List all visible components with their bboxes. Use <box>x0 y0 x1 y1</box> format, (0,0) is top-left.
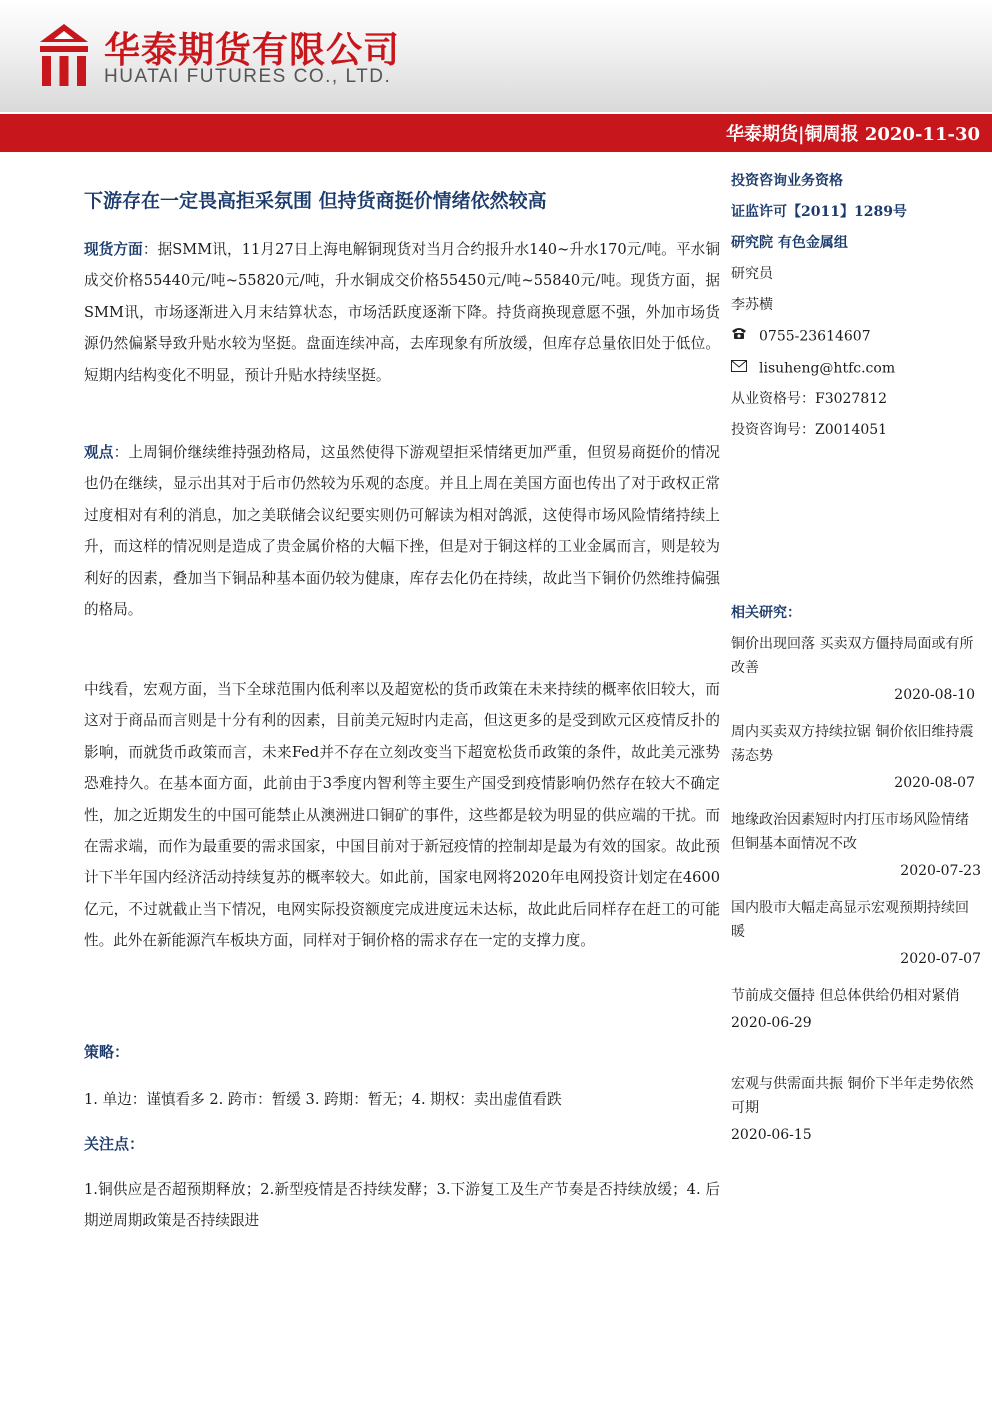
view-section <box>84 437 720 625</box>
related-title[interactable]: 地缘政治因素短时内打压市场风险情绪 但铜基本面情况不改 <box>731 812 969 852</box>
view-paragraph <box>84 437 720 625</box>
focus-heading-text: 关注点： <box>84 1135 145 1153</box>
sidebar <box>731 166 981 446</box>
related-title[interactable]: 周内买卖双方持续拉锯 铜价依旧维持震荡态势 <box>731 724 974 764</box>
related-date: 2020-06-29 <box>731 1015 812 1031</box>
midterm-paragraph: 中线看，宏观方面，当下全球范围内低利率以及超宽松的货币政策在未来持续的概率依旧较大，而这对于商品而言则是十分有利的因素，目前美元短时内走高，但这更多的是受到欧元区疫情反扑的影响，而就货币政策而言，未来Fed并不存在立刻改变当下超宽松货币政策的条件，故此美元涨势恐难持久。在基本面方面，此前由于3季度内智利等主要生产国受到疫情影响仍然存在较大不确定性，加之近期发生的中国可能禁止从澳洲进口铜矿的事件，这些都是较为明显的供应端的干扰。而在需求端，而作为最重要的需求国家，中国目前对于新冠疫情的控制却是最为有效的国家。故此预计下半年国内经济活动持续复苏的概率较大。如此前，国家电网将2020年电网投资计划定在4600亿元，不过就截止当下情况，电网实际投资额度完成进度远未达标，故此此后同样存在赶工的可能性。此外在新能源汽车板块方面，同样对于铜价格的需求存在一定的支撑力度。 <box>84 681 720 950</box>
related-title[interactable]: 铜价出现回落 买卖双方僵持局面或有所改善 <box>731 636 974 676</box>
related-date: 2020-08-10 <box>894 687 975 703</box>
header-band <box>0 0 992 112</box>
report-title: 下游存在一定畏高拒采氛围 但持货商挺价情绪依然较高 <box>84 190 547 212</box>
focus-text: 1.铜供应是否超预期释放；2.新型疫情是否持续发酵；3.下游复工及生产节奏是否持续放缓；4. 后期逆周期政策是否持续跟进 <box>84 1181 720 1229</box>
strategy-text: 1. 单边：谨慎看多 2. 跨市：暂缓 3. 跨期：暂无；4. 期权：卖出虚值看跌 <box>84 1091 562 1108</box>
strategy-heading <box>84 1041 720 1062</box>
institute-line: 研究院 有色金属组 <box>731 235 848 251</box>
email-line <box>731 353 981 385</box>
strategy-heading-text: 策略： <box>84 1043 130 1061</box>
envelope-icon <box>731 353 759 384</box>
strategy-section <box>84 1086 720 1114</box>
related-date: 2020-08-07 <box>894 775 975 791</box>
phone-icon <box>731 321 759 352</box>
related-date: 2020-07-23 <box>900 863 981 879</box>
related-title[interactable]: 节前成交僵持 但总体供给仍相对紧俏 <box>731 988 960 1004</box>
email-address[interactable]: lisuheng@htfc.com <box>759 360 896 376</box>
related-item[interactable] <box>731 808 981 886</box>
qualification-line-2: 证监许可【2011】1289号 <box>731 204 907 220</box>
focus-heading <box>84 1133 720 1154</box>
related-research <box>731 598 981 629</box>
view-lead: 观点 <box>84 444 114 461</box>
phone-line <box>731 321 981 353</box>
focus-section <box>84 1174 720 1236</box>
consult-line: 投资咨询号：Z0014051 <box>731 422 888 438</box>
related-date: 2020-06-15 <box>731 1127 812 1143</box>
related-title[interactable]: 国内股市大幅走高显示宏观预期持续回暖 <box>731 900 969 940</box>
midterm-section <box>84 674 720 957</box>
related-heading: 相关研究： <box>731 605 801 621</box>
related-date: 2020-07-07 <box>900 951 981 967</box>
related-title[interactable]: 宏观与供需面共振 铜价下半年走势依然可期 <box>731 1076 974 1116</box>
analyst-name: 李苏横 <box>731 297 773 313</box>
related-item[interactable] <box>731 896 981 974</box>
view-text: ：上周铜价继续维持强劲格局，这虽然使得下游观望拒采情绪更加严重，但贸易商挺价的情况也仍在继续，显示出其对于后市仍然较为乐观的态度。并且上周在美国方面也传出了对于政权正常过度相对有利的消息，加之美联储会议纪要实则仍可解读为相对鸽派，这使得市场风险情绪持续上升，而这样的情况则是造成了贵金属价格的大幅下挫，但是对于铜这样的工业金属而言，则是较为利好的因素，叠加当下铜品种基本面仍较为健康，库存去化仍在持续，故此当下铜价仍然维持偏强的格局。 <box>84 444 720 619</box>
phone-number: 0755-23614607 <box>759 328 871 345</box>
report-bar-text: 华泰期货|铜周报 2020-11-30 <box>726 124 980 145</box>
spot-paragraph <box>84 234 720 391</box>
spot-section <box>84 234 720 391</box>
role-line: 研究员 <box>731 266 773 282</box>
spot-text: ：据SMM讯，11月27日上海电解铜现货对当月合约报升水140~升水170元/吨。平水铜成交价格55440元/吨~55820元/吨，升水铜成交价格55450元/吨~55840元/吨。现货方面，据SMM讯，市场逐渐进入月末结算状态，市场活跃度逐渐下降。持货商换现意愿不强，外加市场货源仍然偏紧导致升贴水较为坚挺。盘面连续冲高，去库现象有所放缓，但库存总量依旧处于低位。短期内结构变化不明显，预计升贴水持续坚挺。 <box>84 241 720 384</box>
license-line: 从业资格号：F3027812 <box>731 391 888 407</box>
spot-lead: 现货方面 <box>84 241 143 258</box>
company-name-cn: 华泰期货有限公司 <box>104 30 401 71</box>
qualification-line-1: 投资咨询业务资格 <box>731 173 843 189</box>
huatai-logo-icon <box>36 22 92 88</box>
related-item[interactable] <box>731 720 975 798</box>
related-item[interactable] <box>731 632 975 710</box>
related-item[interactable] <box>731 1072 975 1150</box>
company-name-en: HUATAI FUTURES CO., LTD. <box>104 66 392 87</box>
related-item[interactable] <box>731 984 975 1038</box>
